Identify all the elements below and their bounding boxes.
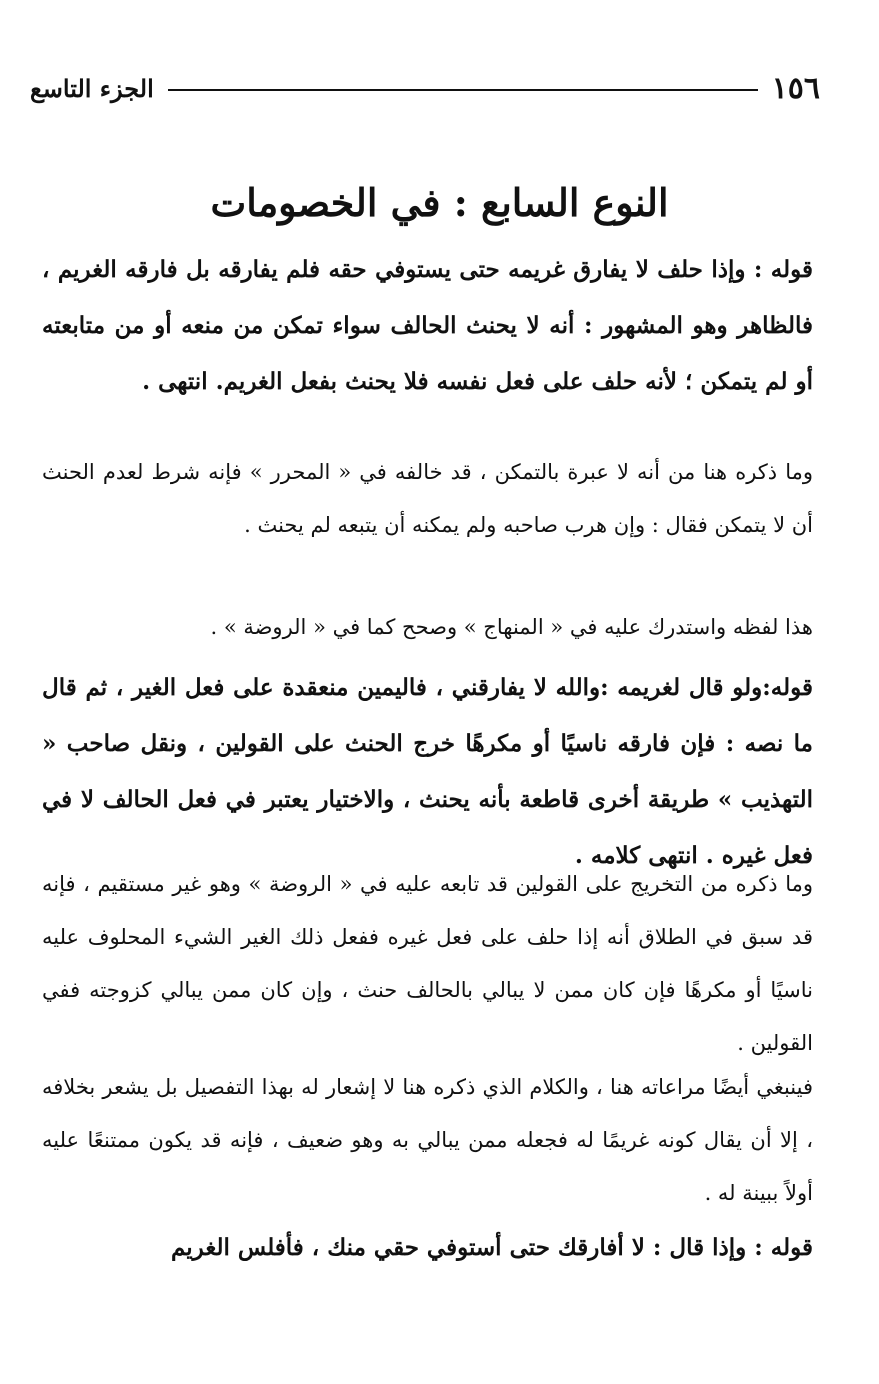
paragraph-quote-3: قوله : وإذا قال : لا أفارقك حتى أستوفي حقي منك ، فأفلس الغريم [170, 1234, 813, 1261]
paragraph-commentary-4: فينبغي أيضًا مراعاته هنا ، والكلام الذي ذكره هنا لا إشعار له بهذا التفصيل بل يشعر بخلافه ، إلا أن يقال كونه غريمًا له فجعله ممن يبالي به وهو ضعيف ، فإنه قد يكون ممتنعًا عليه أولاً ببينة له . [42, 1075, 813, 1205]
running-header [30, 68, 820, 108]
header-rule [168, 89, 758, 91]
paragraph-commentary-1: وما ذكره هنا من أنه لا عبرة بالتمكن ، قد خالفه في « المحرر » فإنه شرط لعدم الحنث أن لا يتمكن فقال : وإن هرب صاحبه ولم يمكنه أن يتبعه لم يحنث . [42, 460, 813, 537]
paragraph-commentary-3: وما ذكره من التخريج على القولين قد تابعه عليه في « الروضة » وهو غير مستقيم ، فإنه قد سبق في الطلاق أنه إذا حلف على فعل غيره ففعل ذلك الغير الشيء المحلوف عليه ناسيًا أو مكرهًا فإن كان ممن لا يبالي بالحالف حنث ، وإن كان ممن يبالي كزوجته ففي القولين . [42, 872, 813, 1055]
section-title: النوع السابع : في الخصومات [210, 180, 669, 225]
paragraph-quote-1: قوله : وإذا حلف لا يفارق غريمه حتى يستوفي حقه فلم يفارقه بل فارقه الغريم ، فالظاهر وهو المشهور : أنه لا يحنث الحالف سواء تمكن من منعه أو من متابعته أو لم يتمكن ؛ لأنه حلف على فعل نفسه فلا يحنث بفعل الغريم. انتهى . [42, 256, 813, 395]
paragraph-commentary-2: هذا لفظه واستدرك عليه في « المنهاج » وصحح كما في « الروضة » . [210, 615, 813, 639]
page-number: ١٥٦ [771, 70, 820, 106]
volume-title: الجزء التاسع [30, 73, 154, 103]
paragraph-quote-2: قوله:ولو قال لغريمه :والله لا يفارقني ، فاليمين منعقدة على فعل الغير ، ثم قال ما نصه : فإن فارقه ناسيًا أو مكرهًا خرج الحنث على القولين ، ونقل صاحب « التهذيب » طريقة أخرى قاطعة بأنه يحنث ، والاختيار يعتبر في فعل الحالف لا في فعل غيره . انتهى كلامه . [42, 674, 813, 869]
